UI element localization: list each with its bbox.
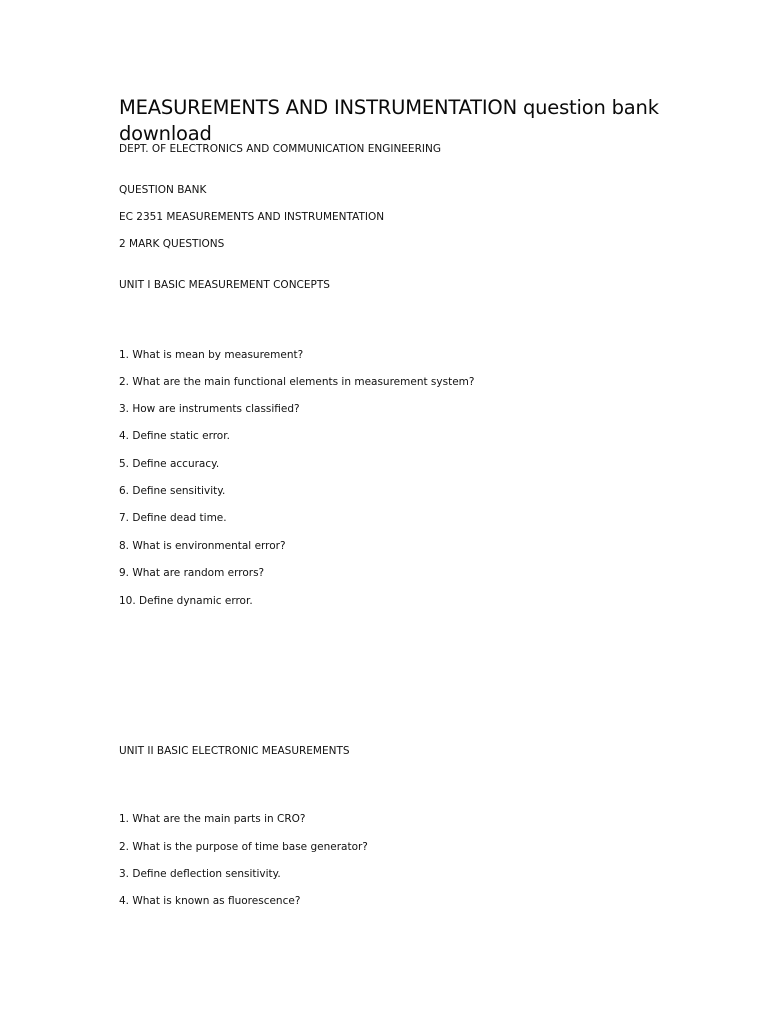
unit-2-question: 4. What is known as fluorescence?	[119, 895, 301, 907]
unit-2-question: 1. What are the main parts in CRO?	[119, 813, 306, 825]
unit-1-question: 8. What is environmental error?	[119, 540, 286, 552]
document-title: MEASUREMENTS AND INSTRUMENTATION question bank download	[119, 96, 659, 145]
unit-1-question: 1. What is mean by measurement?	[119, 349, 304, 361]
section-heading: 2 MARK QUESTIONS	[119, 238, 225, 250]
unit-1-question: 9. What are random errors?	[119, 567, 265, 579]
unit-1-question: 5. Define accuracy.	[119, 458, 220, 470]
course-line: EC 2351 MEASUREMENTS AND INSTRUMENTATION	[119, 211, 385, 223]
department-line: DEPT. OF ELECTRONICS AND COMMUNICATION ENGINEERING	[119, 143, 441, 155]
unit-2-question: 2. What is the purpose of time base generator?	[119, 841, 368, 853]
unit-2-title: UNIT II BASIC ELECTRONIC MEASUREMENTS	[119, 745, 350, 757]
unit-1-question: 7. Define dead time.	[119, 512, 227, 524]
unit-1-title: UNIT I BASIC MEASUREMENT CONCEPTS	[119, 279, 330, 291]
unit-1-question: 6. Define sensitivity.	[119, 485, 226, 497]
unit-1-question: 2. What are the main functional elements in measurement system?	[119, 376, 475, 388]
unit-1-question: 10. Define dynamic error.	[119, 595, 253, 607]
question-bank-heading: QUESTION BANK	[119, 184, 207, 196]
unit-1-question: 3. How are instruments classified?	[119, 403, 300, 415]
unit-1-question: 4. Define static error.	[119, 430, 230, 442]
unit-2-question: 3. Define deflection sensitivity.	[119, 868, 281, 880]
